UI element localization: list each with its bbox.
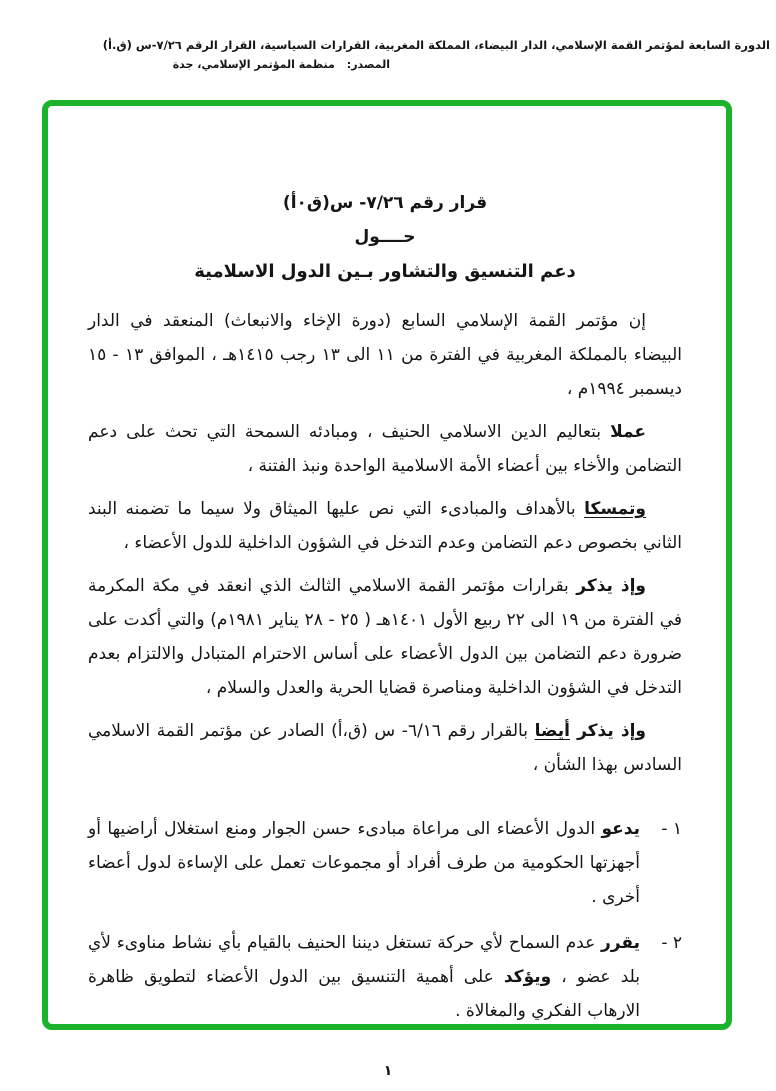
paragraph-lead-word: وإذ يذكر bbox=[569, 721, 646, 741]
paragraph-text: بقرارات مؤتمر القمة الاسلامي الثالث الذي انعقد في مكة المكرمة في الفترة من ١٩ الى ٢٢ ربيع الأول ١٤٠١هـ ( ٢٥ - ٢٨ يناير ١٩٨١م) والتي أكدت على ضرورة دعم التضامن بين الدول الأعضاء على أساس الاحترام المتبادل والالتزام بعدم التدخل في الشؤون الداخلية ومناصرة قضايا الحرية والعدل والسلام ، bbox=[88, 576, 682, 698]
item-number: ٢ - bbox=[661, 933, 682, 953]
item-text: الدول الأعضاء الى مراعاة مبادىء حسن الجوار ومنع استغلال أراضيها أو أجهزتها الحكومية من طرف أفراد أو مجموعات تعمل على الإساءة لدول أعضاء أخرى . bbox=[88, 819, 640, 907]
paragraph-lead-word: عملا bbox=[610, 422, 646, 442]
citation-line: الدورة السابعة لمؤتمر القمة الإسلامي، الدار البيضاء، المملكة المغربية، القرارات السياسية، القرار الرقم ٧/٢٦-س (ق.أ) bbox=[102, 38, 770, 52]
title-block bbox=[88, 186, 682, 290]
preamble-paragraph-3 bbox=[88, 492, 682, 560]
preamble-paragraph-5 bbox=[88, 714, 682, 782]
resolution-body bbox=[48, 106, 726, 1028]
preamble-paragraph-4 bbox=[88, 569, 682, 705]
preamble-paragraph-2 bbox=[88, 415, 682, 483]
citation-header bbox=[0, 0, 776, 71]
paragraph-lead-word-underlined: أيضا bbox=[534, 721, 570, 741]
resolution-number-title: قرار رقم ٧/٢٦- س(ق٠أ) bbox=[282, 193, 488, 213]
operative-items-list bbox=[88, 812, 682, 1028]
paragraph-lead-word: وتمسكا bbox=[584, 499, 646, 519]
operative-item-2 bbox=[88, 926, 682, 1028]
operative-item-1 bbox=[88, 812, 682, 914]
item-number: ١ - bbox=[661, 819, 682, 839]
source-line bbox=[0, 58, 776, 71]
item-lead-word: يقرر bbox=[601, 933, 640, 953]
paragraph-text: بالقرار رقم ٦/١٦- س (ق،أ) الصادر عن مؤتمر القمة الاسلامي السادس بهذا الشأن ، bbox=[88, 721, 682, 775]
paragraph-lead-word: وإذ يذكر bbox=[576, 576, 646, 596]
item-text-continued: على أهمية التنسيق بين الدول الأعضاء لتطويق ظاهرة الارهاب الفكري والمغالاة . bbox=[88, 967, 640, 1021]
green-border-frame bbox=[42, 100, 732, 1030]
item-second-lead-word: ويؤكد bbox=[503, 967, 552, 987]
paragraph-text: إن مؤتمر القمة الإسلامي السابع (دورة الإخاء والانبعاث) المنعقد في الدار البيضاء بالمملكة المغربية في الفترة من ١١ الى ١٣ رجب ١٤١٥هـ ، الموافق ١٣ - ١٥ ديسمبر ١٩٩٤م ، bbox=[88, 311, 682, 399]
item-lead-word: يدعو bbox=[601, 819, 640, 839]
paragraph-text: بتعاليم الدين الاسلامي الحنيف ، ومبادئه السمحة التي تحث على دعم التضامن والأخاء بين أعضاء الأمة الاسلامية الواحدة ونبذ الفتنة ، bbox=[88, 422, 682, 476]
source-value: منظمة المؤتمر الإسلامي، جدة bbox=[172, 58, 335, 71]
item-text: عدم السماح لأي حركة تستغل ديننا الحنيف بالقيام بأي نشاط مناوىء لأي بلد عضو ، bbox=[88, 933, 640, 987]
preamble-paragraph-1 bbox=[88, 304, 682, 406]
title-about-word: حــــول bbox=[354, 227, 416, 247]
source-label: المصدر: bbox=[346, 58, 390, 71]
resolution-subject-title: دعم التنسيق والتشاور بـين الدول الاسلامية bbox=[194, 261, 576, 282]
paragraph-text: بالأهداف والمبادىء التي نص عليها الميثاق ولا سيما ما تضمنه البند الثاني بخصوص دعم التضامن وعدم التدخل في الشؤون الداخلية للدول الأعضاء ، bbox=[88, 499, 682, 553]
page-number: ١ bbox=[383, 1063, 393, 1079]
